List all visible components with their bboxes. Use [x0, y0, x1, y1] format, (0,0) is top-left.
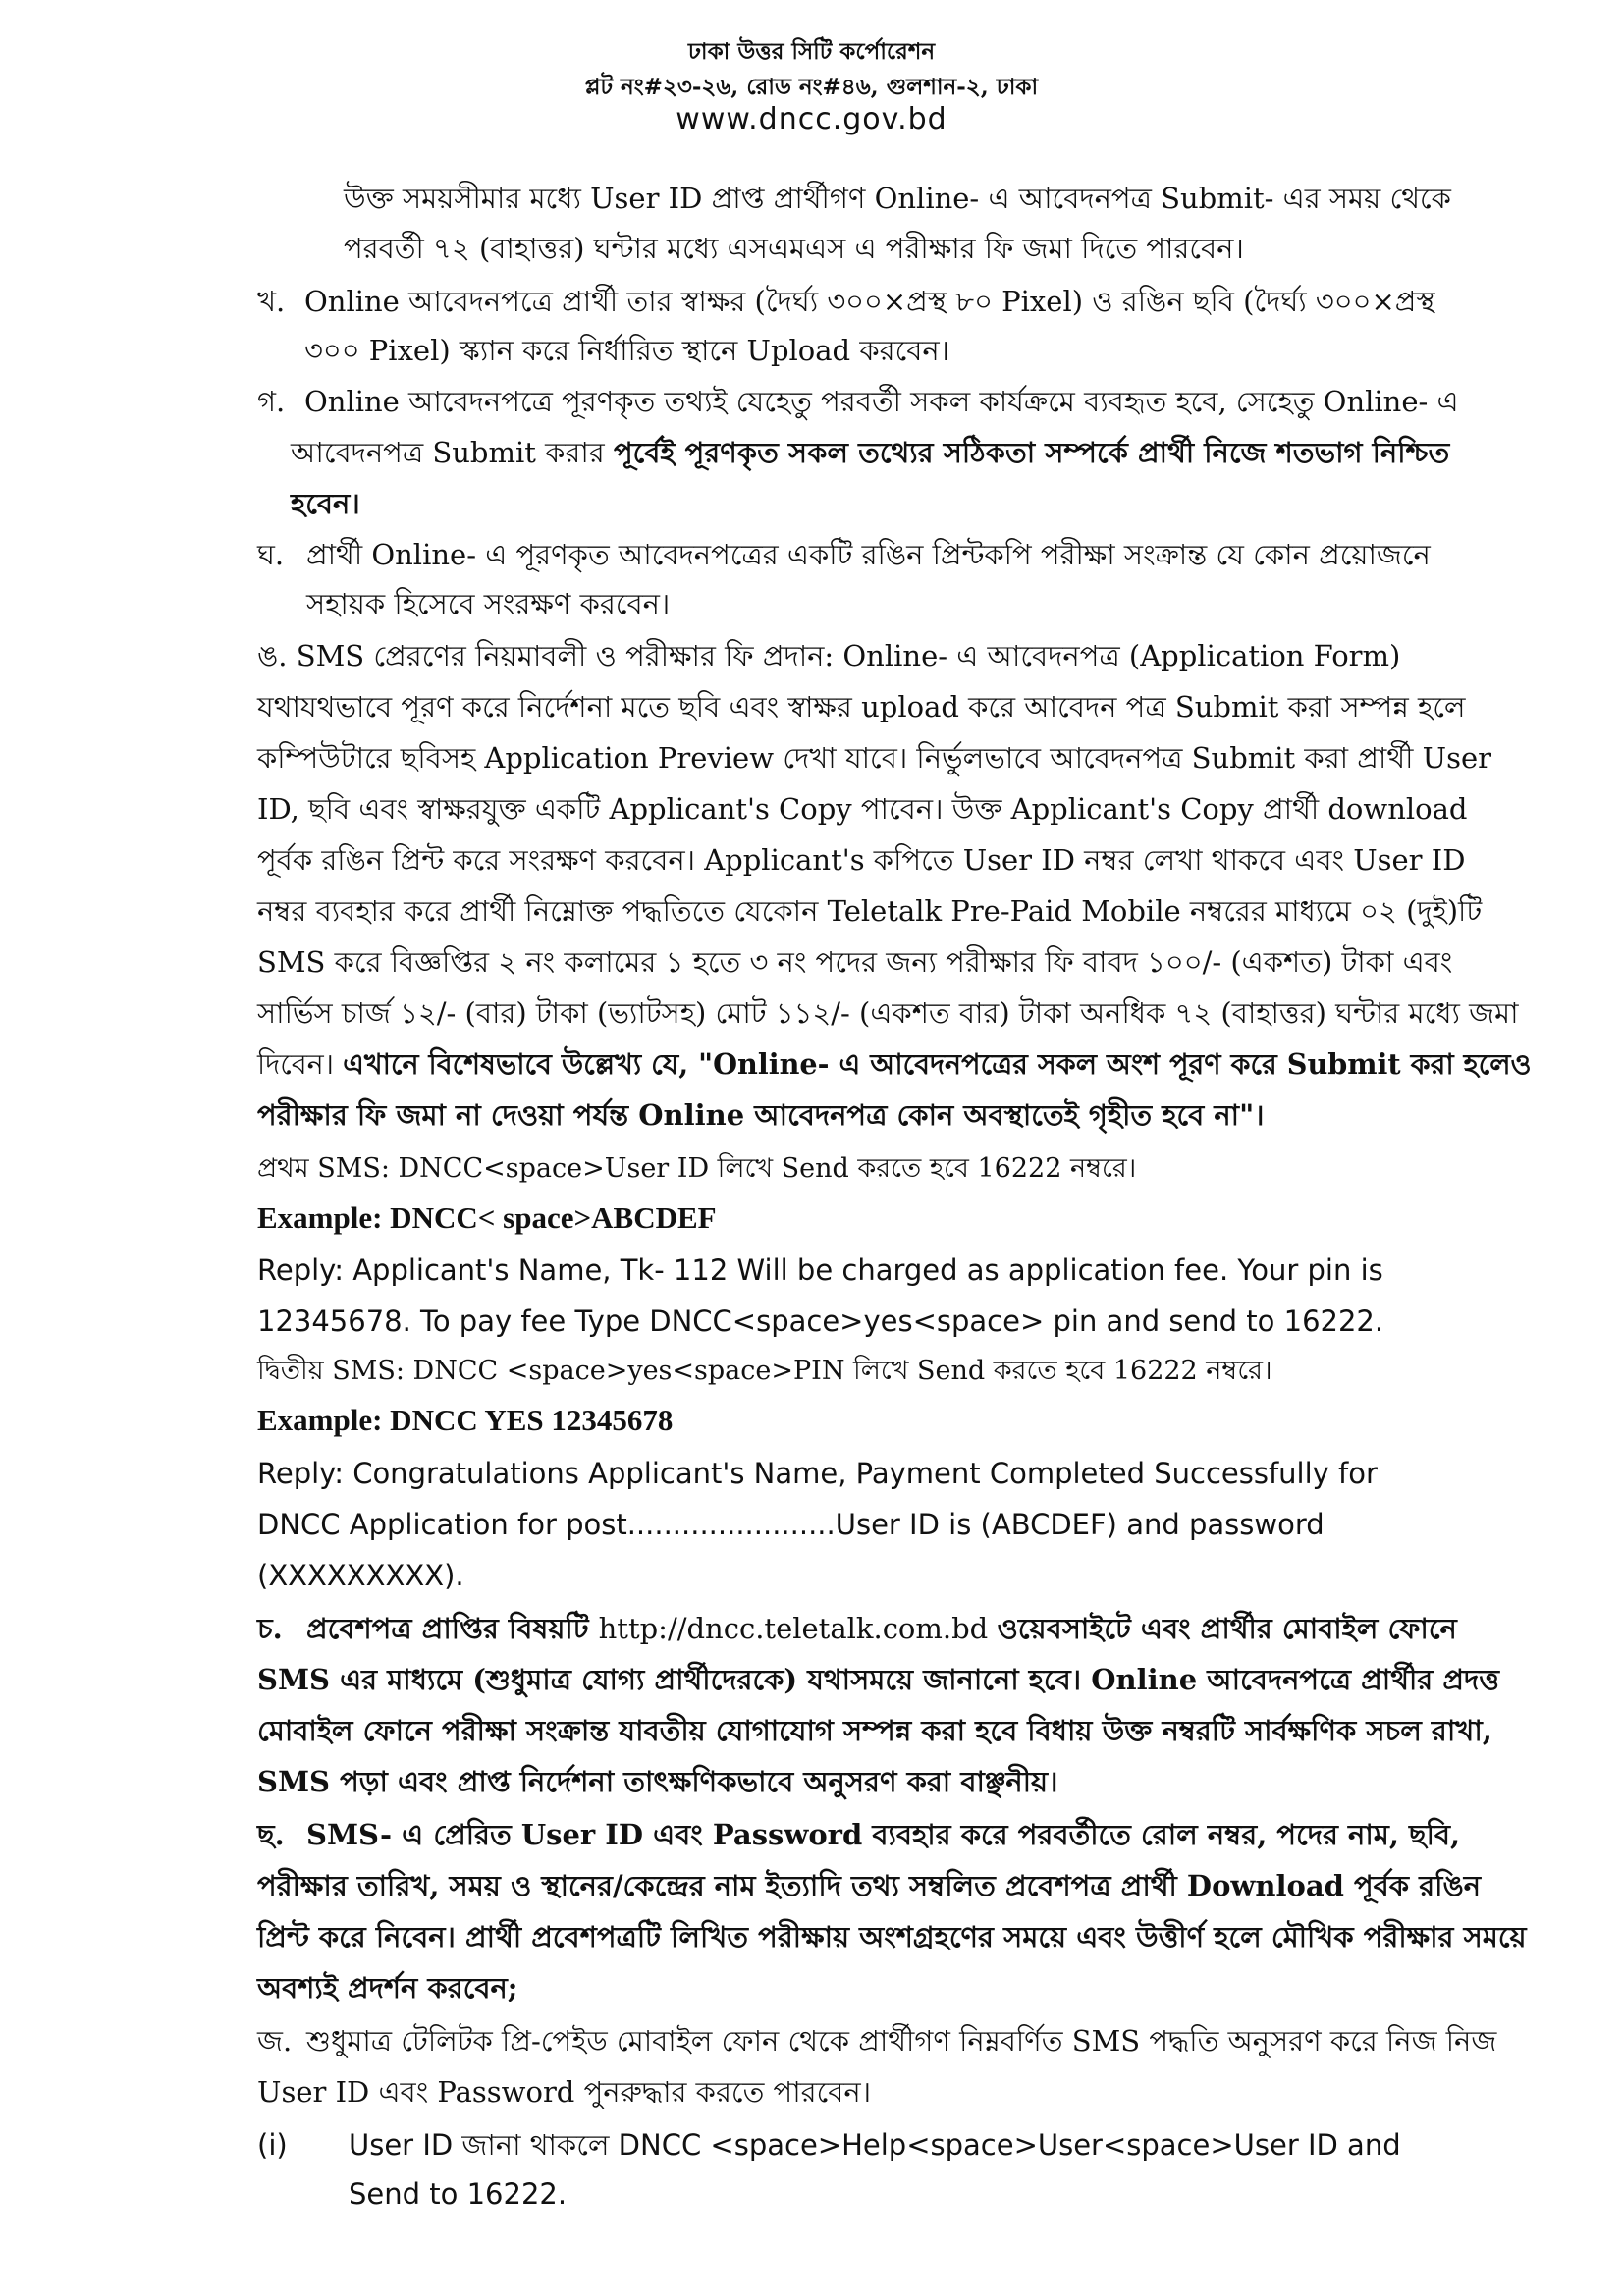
- ga-line-3: হবেন।: [291, 487, 360, 520]
- cha-line-1: [306, 1612, 1457, 1645]
- chha-line-1: SMS- এ প্রেরিত User ID এবং Password ব্যবহার করে পরবর্তীতে রোল নম্বর, পদের নাম, ছবি,: [306, 1818, 1461, 1851]
- cha-link: http://dncc.teletalk.com.bd: [598, 1612, 998, 1645]
- ja-item-line-2: Send to 16222.: [349, 2177, 568, 2211]
- intro-line-1: উক্ত সময়সীমার মধ্যে User ID প্রাপ্ত প্রার্থীগণ Online- এ আবেদনপত্র Submit- এর সময় থেকে: [344, 182, 1451, 215]
- uma-line-9: [257, 1047, 1532, 1081]
- ga-line-1: Online আবেদনপত্রে পূরণকৃত তথ্যই যেহেতু পরবর্তী সকল কার্যক্রমে ব্যবহৃত হবে, সেহেতু Online- এ: [304, 385, 1459, 418]
- sms-reply-2-line-2: DNCC Application for post.......................User ID is (ABCDEF) and password: [257, 1508, 1325, 1541]
- uma-line-8: সার্ভিস চার্জ ১২/- (বার) টাকা (ভ্যাটসহ) মোট ১১২/- (একশত বার) টাকা অনধিক ৭২ (বাহাত্তর) ঘন্টার মধ্যে জমা: [257, 996, 1519, 1030]
- uma-line-9-normal: দিবেন।: [257, 1047, 344, 1081]
- sms-reply-2-line-1: Reply: Congratulations Applicant's Name, Payment Completed Successfully for: [257, 1457, 1378, 1490]
- uma-line-9-bold: এখানে বিশেষভাবে উল্লেখ্য যে, "Online- এ আবেদনপত্রের সকল অংশ পূরণ করে Submit করা হলেও: [343, 1047, 1532, 1081]
- kha-line-1: Online আবেদনপত্রে প্রার্থী তার স্বাক্ষর (দৈর্ঘ্য ৩০০×প্রস্থ ৮০ Pixel) ও রঙিন ছবি (দৈর্ঘ্য ৩০০×প্রস্থ: [304, 285, 1435, 318]
- sms-reply-2-line-3: (XXXXXXXXX).: [257, 1559, 464, 1592]
- item-marker-kha: খ.: [257, 285, 286, 318]
- cha-line-4: SMS পড়া এবং প্রাপ্ত নির্দেশনা তাৎক্ষণিকভাবে অনুসরণ করা বাঞ্ছনীয়।: [257, 1765, 1058, 1798]
- sms-reply-1-line-1: Reply: Applicant's Name, Tk- 112 Will be charged as application fee. Your pin is: [257, 1254, 1383, 1287]
- sms-first: প্রথম SMS: DNCC<space>User ID লিখে Send করতে হবে 16222 নম্বরে।: [257, 1153, 1137, 1184]
- intro-line-2: পরবর্তী ৭২ (বাহাত্তর) ঘন্টার মধ্যে এসএমএস এ পরীক্ষার ফি জমা দিতে পারবেন।: [344, 232, 1244, 265]
- item-marker-ja: জ.: [257, 2024, 293, 2057]
- sms-example-2: Example: DNCC YES 12345678: [257, 1403, 674, 1437]
- item-marker-cha: চ.: [257, 1612, 283, 1645]
- cha-line-3: মোবাইল ফোনে পরীক্ষা সংক্রান্ত যাবতীয় যোগাযোগ সম্পন্ন করা হবে বিধায় উক্ত নম্বরটি সার্বক্ষণিক সচল রাখা,: [257, 1714, 1492, 1747]
- uma-line-5: পূর্বক রঙিন প্রিন্ট করে সংরক্ষণ করবেন। Applicant's কপিতে User ID নম্বর লেখা থাকবে এবং User ID: [257, 843, 1466, 877]
- uma-line-4: ID, ছবি এবং স্বাক্ষরযুক্ত একটি Applicant's Copy পাবেন। উক্ত Applicant's Copy প্রার্থী download: [257, 792, 1468, 826]
- uma-line-2: যথাযথভাবে পূরণ করে নির্দেশনা মতে ছবি এবং স্বাক্ষর upload করে আবেদন পত্র Submit করা সম্পন্ন হলে: [257, 690, 1466, 723]
- ga-line-2-normal: আবেদনপত্র Submit করার: [291, 436, 614, 469]
- org-name: ঢাকা উত্তর সিটি কর্পোরেশন: [687, 38, 936, 65]
- gha-line-2: সহায়ক হিসেবে সংরক্ষণ করবেন।: [306, 587, 671, 620]
- item-marker-gha: ঘ.: [257, 538, 285, 571]
- ja-item-line-1: User ID জানা থাকলে DNCC <space>Help<space>User<space>User ID and: [349, 2128, 1401, 2162]
- cha-line-1-bold-b: ওয়েবসাইটে এবং প্রার্থীর মোবাইল ফোনে: [997, 1612, 1457, 1645]
- org-website: www.dncc.gov.bd: [676, 102, 947, 136]
- chha-line-4: অবশ্যই প্রদর্শন করবেন;: [257, 1971, 518, 2004]
- org-address: প্লট নং#২৩-২৬, রোড নং#৪৬, গুলশান-২, ঢাকা: [584, 74, 1039, 100]
- sms-second: দ্বিতীয় SMS: DNCC <space>yes<space>PIN লিখে Send করতে হবে 16222 নম্বরে।: [257, 1356, 1272, 1386]
- uma-line-3: কম্পিউটারে ছবিসহ Application Preview দেখা যাবে। নির্ভুলভাবে আবেদনপত্র Submit করা প্রার্থী User: [257, 741, 1491, 774]
- uma-line-6: নম্বর ব্যবহার করে প্রার্থী নিম্নোক্ত পদ্ধতিতে যেকোন Teletalk Pre-Paid Mobile নম্বরের মাধ্যমে ০২ (দুই)টি: [257, 894, 1483, 928]
- ja-line-2: User ID এবং Password পুনরুদ্ধার করতে পারবেন।: [257, 2075, 872, 2109]
- ga-line-2: [291, 436, 1449, 469]
- ja-line-1: শুধুমাত্র টেলিটক প্রি-পেইড মোবাইল ফোন থেকে প্রার্থীগণ নিম্নবর্ণিত SMS পদ্ধতি অনুসরণ করে নিজ নিজ: [306, 2024, 1497, 2057]
- cha-line-2: SMS এর মাধ্যমে (শুধুমাত্র যোগ্য প্রার্থীদেরকে) যথাসময়ে জানানো হবে। Online আবেদনপত্রে প্রার্থীর প্রদত্ত: [257, 1663, 1499, 1696]
- uma-line-10: পরীক্ষার ফি জমা না দেওয়া পর্যন্ত Online আবেদনপত্র কোন অবস্থাতেই গৃহীত হবে না"।: [257, 1098, 1265, 1132]
- uma-line-7: SMS করে বিজ্ঞপ্তির ২ নং কলামের ১ হতে ৩ নং পদের জন্য পরীক্ষার ফি বাবদ ১০০/- (একশত) টাকা এবং: [257, 945, 1453, 979]
- cha-line-1-bold-a: প্রবেশপত্র প্রাপ্তির বিষয়টি: [306, 1612, 599, 1645]
- item-marker-ga: গ.: [257, 385, 286, 418]
- chha-line-2: পরীক্ষার তারিখ, সময় ও স্থানের/কেন্দ্রের নাম ইত্যাদি তথ্য সম্বলিত প্রবেশপত্র প্রার্থী Download পূর্বক রঙিন: [257, 1869, 1482, 1902]
- sms-example-1: Example: DNCC< space>ABCDEF: [257, 1201, 717, 1235]
- uma-line-1: ঙ. SMS প্রেরণের নিয়মাবলী ও পরীক্ষার ফি প্রদান: Online- এ আবেদনপত্র (Application Form): [257, 639, 1401, 672]
- sms-reply-1-line-2: 12345678. To pay fee Type DNCC<space>yes<space> pin and send to 16222.: [257, 1305, 1384, 1338]
- kha-line-2: ৩০০ Pixel) স্ক্যান করে নির্ধারিত স্থানে Upload করবেন।: [304, 334, 950, 367]
- gha-line-1: প্রার্থী Online- এ পূরণকৃত আবেদনপত্রের একটি রঙিন প্রিন্টকপি পরীক্ষা সংক্রান্ত যে কোন প্রয়োজনে: [306, 538, 1431, 571]
- item-marker-chha: ছ.: [257, 1818, 285, 1851]
- ga-line-2-bold: পূর্বেই পূরণকৃত সকল তথ্যের সঠিকতা সম্পর্কে প্রার্থী নিজে শতভাগ নিশ্চিত: [613, 436, 1450, 469]
- chha-line-3: প্রিন্ট করে নিবেন। প্রার্থী প্রবেশপত্রটি লিখিত পরীক্ষায় অংশগ্রহণের সময়ে এবং উত্তীর্ণ হলে মৌখিক পরীক্ষার সময়ে: [257, 1920, 1527, 1953]
- item-marker-i: (i): [257, 2128, 288, 2162]
